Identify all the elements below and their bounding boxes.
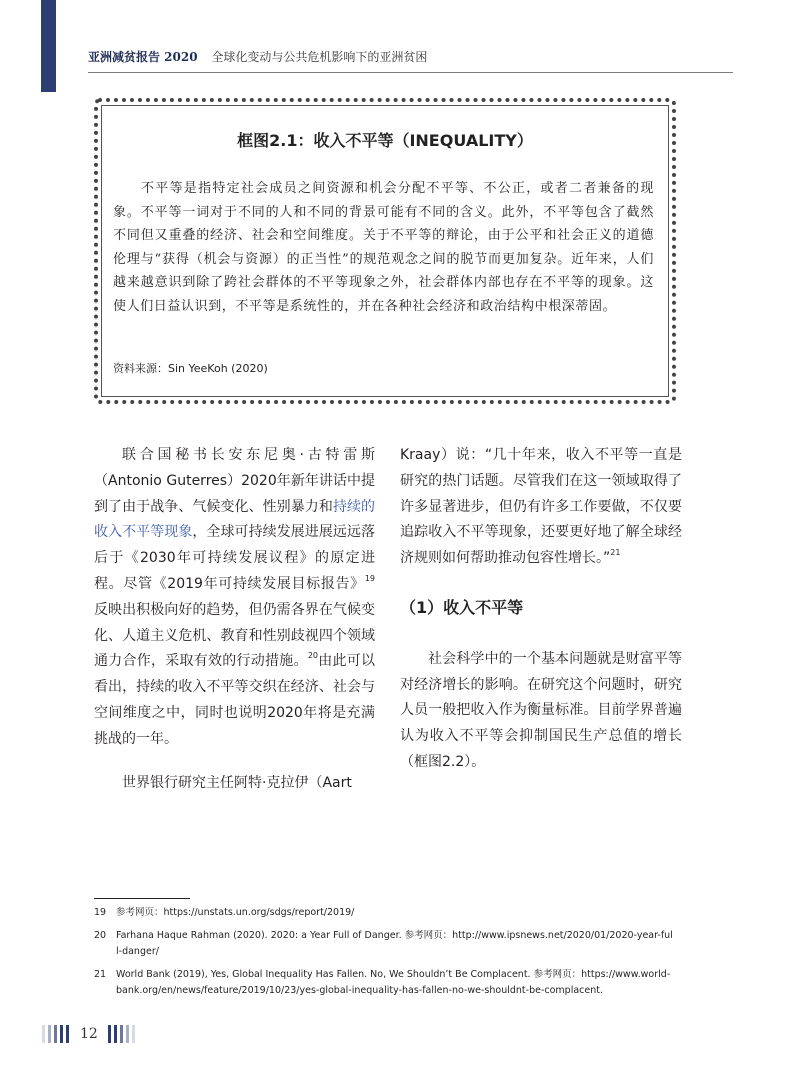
corner-accent-bar [41, 0, 56, 92]
info-box-frame [101, 105, 669, 397]
right-paragraph-1: Kraay）说：“几十年来，收入不平等一直是研究的热门话题。尽管我们在这一领域取得了许多显著进步，但仍有许多工作要做，不仅要追踪收入不平等现象，还要更好地了解全球经济规则如何帮助推动包容性增长。”$^{21}$ [400, 447, 682, 567]
footnote-ref-19[interactable]: 19 [364, 573, 375, 583]
publication-title: 亚洲减贫报告 2020 [88, 50, 198, 64]
footnote-number: 20 [94, 929, 107, 941]
footnotes [94, 905, 674, 1006]
footnote-ref-20[interactable]: 20 [307, 651, 318, 661]
footnote-divider [94, 898, 190, 899]
footnote-number: 19 [94, 907, 107, 918]
inequality-link[interactable]: 持续的收入不平等现象 [94, 498, 376, 541]
section-heading: （1）收入不平等 [400, 597, 524, 617]
footnote-ref-21[interactable]: 21 [610, 548, 621, 558]
footer-bars-left [42, 1025, 72, 1043]
right-column [400, 443, 682, 776]
left-paragraph-1: 联合国秘书长安东尼奥·古特雷斯（Antonio Guterres）2020年新年讲话中提到了由于战争、气候变化、性别暴力和持续的收入不平等现象，全球可持续发展进展远远落后于《2030年可持续发展议程》的原定进程。尽管《2019年可持续发展目标报告》$^{19}$反映出积极向好的趋势，但仍需各界在气候变化、人道主义危机、教育和性别歧视四个领域通力合作，采取有效的行动措施。$^{20}$由此可以看出，持续的收入不平等交织在经济、社会与空间维度之中，同时也说明2020年将是充满挑战的一年。 [94, 447, 376, 747]
info-box-source: 资料来源：Sin YeeKoh (2020) [113, 362, 268, 375]
footer-bars-right [108, 1025, 138, 1043]
footnote-number: 21 [94, 968, 107, 980]
footnote-text: 参考网页：https://unstats.un.org/sdgs/report/2019/ [116, 907, 355, 918]
info-box-title: 框图2.1：收入不平等（INEQUALITY） [237, 131, 533, 150]
footnote-item [94, 928, 674, 961]
right-paragraph-2: 社会科学中的一个基本问题就是财富平等对经济增长的影响。在研究这个问题时，研究人员一般把收入作为衡量标准。目前学界普遍认为收入不平等会抑制国民生产总值的增长（框图2.2）。 [400, 650, 682, 770]
footnote-text: World Bank (2019), Yes, Global Inequality Has Fallen. No, We Shouldn’t Be Complacent. 参考网页：https://www.world-bank.org/en/news/feature/2019/10/23/yes-global-inequality-has-fallen-no-we-shouldnt-be-complacent. [116, 968, 671, 996]
running-header [88, 46, 733, 73]
left-column [94, 443, 375, 796]
footnote-item [94, 905, 674, 922]
left-paragraph-2: 世界银行研究主任阿特·克拉伊（Aart [122, 774, 352, 791]
publication-subtitle: 全球化变动与公共危机影响下的亚洲贫困 [211, 50, 428, 64]
page-number: 12 [80, 1026, 98, 1042]
info-box-body: 不平等是指特定社会成员之间资源和机会分配不平等、不公正，或者二者兼备的现象。不平等一词对于不同的人和不同的背景可能有不同的含义。此外，不平等包含了截然不同但又重叠的经济、社会和空间维度。关于不平等的辩论，由于公平和社会正义的道德伦理与“获得（机会与资源）的正当性”的规范观念之间的脱节而更加复杂。近年来，人们越来越意识到除了跨社会群体的不平等现象之外，社会群体内部也存在不平等的现象。这使人们日益认识到，不平等是系统性的，并在各种社会经济和政治结构中根深蒂固。 [113, 181, 654, 314]
footnote-text: Farhana Haque Rahman (2020). 2020: a Year Full of Danger. 参考网页：http://www.ipsnews.net/2020/01/2020-year-full-danger/ [116, 929, 673, 957]
page-footer [42, 1024, 138, 1044]
footnote-item [94, 967, 674, 1000]
info-box-inequality [94, 98, 676, 404]
